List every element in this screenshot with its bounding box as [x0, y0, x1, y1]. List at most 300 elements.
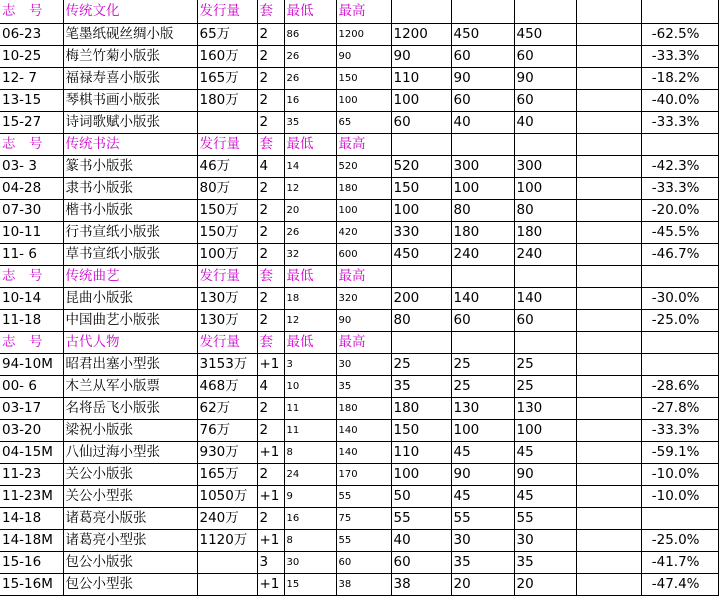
- header-blank[interactable]: [576, 134, 641, 156]
- table-cell[interactable]: 140: [336, 442, 391, 464]
- table-cell[interactable]: [576, 112, 641, 134]
- table-cell[interactable]: 50: [391, 486, 451, 508]
- table-cell[interactable]: 8: [284, 442, 336, 464]
- table-cell[interactable]: 80: [391, 310, 451, 332]
- table-cell[interactable]: 26: [284, 222, 336, 244]
- table-cell[interactable]: 140: [336, 420, 391, 442]
- table-cell[interactable]: [576, 68, 641, 90]
- table-cell[interactable]: 3153万: [197, 354, 257, 376]
- table-cell[interactable]: 130万: [197, 288, 257, 310]
- table-cell[interactable]: [576, 310, 641, 332]
- table-cell[interactable]: -40.0%: [641, 90, 718, 112]
- table-cell[interactable]: 昭君出塞小型张: [63, 354, 197, 376]
- header-blank[interactable]: [451, 332, 514, 354]
- table-cell[interactable]: [576, 552, 641, 574]
- header-blank[interactable]: [514, 134, 576, 156]
- table-cell[interactable]: 55: [336, 530, 391, 552]
- table-cell[interactable]: 60: [514, 310, 576, 332]
- table-cell[interactable]: [576, 354, 641, 376]
- table-cell[interactable]: 11: [284, 398, 336, 420]
- table-cell[interactable]: [576, 244, 641, 266]
- table-cell[interactable]: 3: [257, 552, 284, 574]
- table-cell[interactable]: 1200: [391, 24, 451, 46]
- table-cell[interactable]: 150: [391, 178, 451, 200]
- table-cell[interactable]: 90: [336, 46, 391, 68]
- table-cell[interactable]: 1050万: [197, 486, 257, 508]
- table-cell[interactable]: 150: [391, 420, 451, 442]
- table-cell[interactable]: 180万: [197, 90, 257, 112]
- header-issue[interactable]: 发行量: [197, 0, 257, 24]
- header-min[interactable]: 最低: [284, 332, 336, 354]
- table-cell[interactable]: 200: [391, 288, 451, 310]
- table-cell[interactable]: -27.8%: [641, 398, 718, 420]
- table-cell[interactable]: 60: [336, 552, 391, 574]
- table-cell[interactable]: 梁祝小版张: [63, 420, 197, 442]
- table-cell[interactable]: [641, 354, 718, 376]
- table-cell[interactable]: 130: [451, 398, 514, 420]
- table-cell[interactable]: 2: [257, 508, 284, 530]
- table-cell[interactable]: 90: [336, 310, 391, 332]
- table-cell[interactable]: [576, 24, 641, 46]
- table-cell[interactable]: 中国曲艺小版张: [63, 310, 197, 332]
- table-cell[interactable]: 30: [336, 354, 391, 376]
- table-cell[interactable]: -33.3%: [641, 178, 718, 200]
- table-cell[interactable]: -18.2%: [641, 68, 718, 90]
- header-issue[interactable]: 发行量: [197, 266, 257, 288]
- table-cell[interactable]: 25: [391, 354, 451, 376]
- table-cell[interactable]: 165万: [197, 464, 257, 486]
- table-cell[interactable]: 24: [284, 464, 336, 486]
- header-blank[interactable]: [391, 266, 451, 288]
- table-cell[interactable]: 25: [451, 376, 514, 398]
- table-cell[interactable]: 90: [451, 68, 514, 90]
- table-cell[interactable]: 25: [451, 354, 514, 376]
- header-blank[interactable]: [514, 332, 576, 354]
- table-row: [0, 310, 718, 332]
- table-cell[interactable]: 10-14: [0, 288, 63, 310]
- table-cell[interactable]: 38: [336, 574, 391, 596]
- table-cell[interactable]: 包公小版张: [63, 552, 197, 574]
- table-cell[interactable]: 100万: [197, 244, 257, 266]
- table-cell[interactable]: 2: [257, 420, 284, 442]
- table-cell[interactable]: 诗词歌赋小版张: [63, 112, 197, 134]
- header-code[interactable]: 志 号: [0, 134, 63, 156]
- table-cell[interactable]: 100: [336, 200, 391, 222]
- table-cell[interactable]: [576, 420, 641, 442]
- header-blank[interactable]: [451, 134, 514, 156]
- header-blank[interactable]: [514, 266, 576, 288]
- table-cell[interactable]: 2: [257, 112, 284, 134]
- table-cell[interactable]: -20.0%: [641, 200, 718, 222]
- table-cell[interactable]: +1: [257, 574, 284, 596]
- table-cell[interactable]: [576, 530, 641, 552]
- table-cell[interactable]: 100: [514, 420, 576, 442]
- header-blank[interactable]: [391, 0, 451, 24]
- table-cell[interactable]: [576, 376, 641, 398]
- table-cell[interactable]: 12: [284, 310, 336, 332]
- table-cell[interactable]: 15-27: [0, 112, 63, 134]
- table-cell[interactable]: -25.0%: [641, 530, 718, 552]
- table-cell[interactable]: 11: [284, 420, 336, 442]
- table-cell[interactable]: 3: [284, 354, 336, 376]
- table-cell[interactable]: 03- 3: [0, 156, 63, 178]
- table-cell[interactable]: 75: [336, 508, 391, 530]
- table-cell[interactable]: 90: [451, 464, 514, 486]
- table-cell[interactable]: 320: [336, 288, 391, 310]
- header-max[interactable]: 最高: [336, 0, 391, 24]
- table-cell[interactable]: [576, 90, 641, 112]
- table-cell[interactable]: 60: [451, 46, 514, 68]
- table-cell[interactable]: 10-25: [0, 46, 63, 68]
- table-cell[interactable]: 03-20: [0, 420, 63, 442]
- table-cell[interactable]: 45: [514, 442, 576, 464]
- table-cell[interactable]: [576, 46, 641, 68]
- table-cell[interactable]: [641, 508, 718, 530]
- header-max[interactable]: 最高: [336, 266, 391, 288]
- table-cell[interactable]: 330: [391, 222, 451, 244]
- table-cell[interactable]: 35: [284, 112, 336, 134]
- table-cell[interactable]: 420: [336, 222, 391, 244]
- table-cell[interactable]: 55: [391, 508, 451, 530]
- table-cell[interactable]: 35: [336, 376, 391, 398]
- table-cell[interactable]: -62.5%: [641, 24, 718, 46]
- header-code[interactable]: 志 号: [0, 332, 63, 354]
- table-cell[interactable]: 150万: [197, 222, 257, 244]
- table-cell[interactable]: 35: [514, 552, 576, 574]
- table-cell[interactable]: 45: [451, 486, 514, 508]
- table-cell[interactable]: 昆曲小版张: [63, 288, 197, 310]
- section-title[interactable]: 传统书法: [63, 134, 197, 156]
- table-cell[interactable]: 2: [257, 68, 284, 90]
- table-cell[interactable]: 2: [257, 244, 284, 266]
- header-min[interactable]: 最低: [284, 0, 336, 24]
- header-max[interactable]: 最高: [336, 134, 391, 156]
- table-cell[interactable]: -46.7%: [641, 244, 718, 266]
- table-cell[interactable]: 165万: [197, 68, 257, 90]
- table-cell[interactable]: 16: [284, 508, 336, 530]
- table-cell[interactable]: 45: [451, 442, 514, 464]
- table-cell[interactable]: 468万: [197, 376, 257, 398]
- header-blank[interactable]: [451, 0, 514, 24]
- table-cell[interactable]: 100: [336, 90, 391, 112]
- table-cell[interactable]: 笔墨纸砚丝绸小版: [63, 24, 197, 46]
- header-blank[interactable]: [514, 0, 576, 24]
- table-cell[interactable]: [197, 574, 257, 596]
- table-cell[interactable]: 12: [284, 178, 336, 200]
- table-cell[interactable]: 100: [391, 464, 451, 486]
- table-cell[interactable]: -28.6%: [641, 376, 718, 398]
- table-cell[interactable]: [576, 464, 641, 486]
- table-cell[interactable]: 100: [391, 200, 451, 222]
- table-cell[interactable]: 名将岳飞小版张: [63, 398, 197, 420]
- table-cell[interactable]: +1: [257, 530, 284, 552]
- table-cell[interactable]: 150: [336, 68, 391, 90]
- table-cell[interactable]: 62万: [197, 398, 257, 420]
- table-cell[interactable]: 2: [257, 398, 284, 420]
- table-cell[interactable]: 15-16M: [0, 574, 63, 596]
- header-blank[interactable]: [576, 332, 641, 354]
- table-cell[interactable]: 15-16: [0, 552, 63, 574]
- table-cell[interactable]: +1: [257, 486, 284, 508]
- table-cell[interactable]: 90: [391, 46, 451, 68]
- table-cell[interactable]: 450: [391, 244, 451, 266]
- table-cell[interactable]: 80万: [197, 178, 257, 200]
- header-issue[interactable]: 发行量: [197, 332, 257, 354]
- table-cell[interactable]: 300: [451, 156, 514, 178]
- table-cell[interactable]: 楷书小版张: [63, 200, 197, 222]
- table-cell[interactable]: 60: [514, 90, 576, 112]
- section-title[interactable]: 古代人物: [63, 332, 197, 354]
- header-max[interactable]: 最高: [336, 332, 391, 354]
- table-cell[interactable]: 03-17: [0, 398, 63, 420]
- table-cell[interactable]: 诸葛亮小型张: [63, 530, 197, 552]
- table-cell[interactable]: 2: [257, 310, 284, 332]
- table-cell[interactable]: 11-23M: [0, 486, 63, 508]
- table-cell[interactable]: -25.0%: [641, 310, 718, 332]
- table-cell[interactable]: 14: [284, 156, 336, 178]
- table-cell[interactable]: 45: [514, 486, 576, 508]
- table-cell[interactable]: 150万: [197, 200, 257, 222]
- table-cell[interactable]: [576, 200, 641, 222]
- header-blank[interactable]: [451, 266, 514, 288]
- table-cell[interactable]: 160万: [197, 46, 257, 68]
- table-cell[interactable]: 木兰从军小版票: [63, 376, 197, 398]
- table-cell[interactable]: 10-11: [0, 222, 63, 244]
- table-cell[interactable]: 11-23: [0, 464, 63, 486]
- table-cell[interactable]: 180: [391, 398, 451, 420]
- table-cell[interactable]: 2: [257, 90, 284, 112]
- table-cell[interactable]: -10.0%: [641, 464, 718, 486]
- table-cell[interactable]: 35: [451, 552, 514, 574]
- table-cell[interactable]: 2: [257, 178, 284, 200]
- table-cell[interactable]: 20: [284, 200, 336, 222]
- table-cell[interactable]: 琴棋书画小版张: [63, 90, 197, 112]
- table-cell[interactable]: -47.4%: [641, 574, 718, 596]
- section-title[interactable]: 传统文化: [63, 0, 197, 24]
- header-set[interactable]: 套: [257, 332, 284, 354]
- table-cell[interactable]: 90: [514, 464, 576, 486]
- table-cell[interactable]: -45.5%: [641, 222, 718, 244]
- table-cell[interactable]: 46万: [197, 156, 257, 178]
- table-cell[interactable]: -33.3%: [641, 112, 718, 134]
- table-cell[interactable]: -33.3%: [641, 420, 718, 442]
- table-cell[interactable]: 4: [257, 156, 284, 178]
- table-cell[interactable]: 40: [451, 112, 514, 134]
- table-cell[interactable]: -59.1%: [641, 442, 718, 464]
- table-cell[interactable]: 76万: [197, 420, 257, 442]
- table-cell[interactable]: 60: [451, 90, 514, 112]
- table-cell[interactable]: [576, 442, 641, 464]
- table-cell[interactable]: 240: [451, 244, 514, 266]
- table-cell[interactable]: 关公小型张: [63, 486, 197, 508]
- table-cell[interactable]: 180: [336, 398, 391, 420]
- table-cell[interactable]: 12- 7: [0, 68, 63, 90]
- table-cell[interactable]: 450: [451, 24, 514, 46]
- table-cell[interactable]: [576, 178, 641, 200]
- table-cell[interactable]: 40: [514, 112, 576, 134]
- table-cell[interactable]: 100: [391, 90, 451, 112]
- section-header-row: [0, 0, 718, 24]
- table-cell[interactable]: 100: [451, 420, 514, 442]
- table-cell[interactable]: 55: [451, 508, 514, 530]
- table-cell[interactable]: +1: [257, 354, 284, 376]
- table-cell[interactable]: 2: [257, 288, 284, 310]
- header-set[interactable]: 套: [257, 266, 284, 288]
- table-cell[interactable]: 170: [336, 464, 391, 486]
- table-cell[interactable]: 94-10M: [0, 354, 63, 376]
- table-cell[interactable]: 07-30: [0, 200, 63, 222]
- section-title[interactable]: 传统曲艺: [63, 266, 197, 288]
- table-cell[interactable]: -10.0%: [641, 486, 718, 508]
- table-cell[interactable]: 240: [514, 244, 576, 266]
- header-min[interactable]: 最低: [284, 266, 336, 288]
- table-cell[interactable]: -42.3%: [641, 156, 718, 178]
- table-cell[interactable]: 13-15: [0, 90, 63, 112]
- table-cell[interactable]: 140: [451, 288, 514, 310]
- table-cell[interactable]: 30: [451, 530, 514, 552]
- table-cell[interactable]: 00- 6: [0, 376, 63, 398]
- table-cell[interactable]: 行书宣纸小版张: [63, 222, 197, 244]
- table-cell[interactable]: 06-23: [0, 24, 63, 46]
- header-set[interactable]: 套: [257, 0, 284, 24]
- table-cell[interactable]: 65万: [197, 24, 257, 46]
- table-cell[interactable]: 包公小型张: [63, 574, 197, 596]
- table-cell[interactable]: -33.3%: [641, 46, 718, 68]
- table-cell[interactable]: 9: [284, 486, 336, 508]
- table-cell[interactable]: 110: [391, 442, 451, 464]
- table-cell[interactable]: 8: [284, 530, 336, 552]
- table-cell[interactable]: -30.0%: [641, 288, 718, 310]
- table-cell[interactable]: 16: [284, 90, 336, 112]
- table-cell[interactable]: 80: [514, 200, 576, 222]
- table-cell[interactable]: 14-18M: [0, 530, 63, 552]
- table-cell[interactable]: 隶书小版张: [63, 178, 197, 200]
- table-cell[interactable]: 35: [391, 376, 451, 398]
- table-cell[interactable]: 180: [451, 222, 514, 244]
- table-cell[interactable]: [197, 112, 257, 134]
- header-issue[interactable]: 发行量: [197, 134, 257, 156]
- table-cell[interactable]: 2: [257, 24, 284, 46]
- table-cell[interactable]: 60: [391, 552, 451, 574]
- table-cell[interactable]: 240万: [197, 508, 257, 530]
- table-cell[interactable]: 20: [451, 574, 514, 596]
- table-cell[interactable]: 130: [514, 398, 576, 420]
- table-cell[interactable]: 32: [284, 244, 336, 266]
- table-cell[interactable]: 38: [391, 574, 451, 596]
- table-cell[interactable]: 18: [284, 288, 336, 310]
- table-cell[interactable]: 八仙过海小型张: [63, 442, 197, 464]
- table-cell[interactable]: 25: [514, 354, 576, 376]
- table-cell[interactable]: 04-15M: [0, 442, 63, 464]
- table-cell[interactable]: 55: [336, 486, 391, 508]
- table-cell[interactable]: [576, 222, 641, 244]
- table-cell[interactable]: 520: [391, 156, 451, 178]
- table-cell[interactable]: -41.7%: [641, 552, 718, 574]
- header-code[interactable]: 志 号: [0, 0, 63, 24]
- header-set[interactable]: 套: [257, 134, 284, 156]
- table-cell[interactable]: 草书宣纸小版张: [63, 244, 197, 266]
- table-cell[interactable]: 520: [336, 156, 391, 178]
- table-cell[interactable]: 11- 6: [0, 244, 63, 266]
- table-cell[interactable]: [576, 156, 641, 178]
- table-cell[interactable]: 140: [514, 288, 576, 310]
- table-cell[interactable]: 福禄寿喜小版张: [63, 68, 197, 90]
- table-cell[interactable]: 600: [336, 244, 391, 266]
- table-cell[interactable]: 55: [514, 508, 576, 530]
- header-code[interactable]: 志 号: [0, 266, 63, 288]
- table-cell[interactable]: 1200: [336, 24, 391, 46]
- table-cell[interactable]: 40: [391, 530, 451, 552]
- table-cell[interactable]: 60: [514, 46, 576, 68]
- table-cell[interactable]: 11-18: [0, 310, 63, 332]
- table-cell[interactable]: [576, 288, 641, 310]
- header-blank[interactable]: [641, 0, 718, 24]
- table-cell[interactable]: 20: [514, 574, 576, 596]
- table-cell[interactable]: 2: [257, 464, 284, 486]
- table-cell[interactable]: 930万: [197, 442, 257, 464]
- table-cell[interactable]: 关公小版张: [63, 464, 197, 486]
- header-blank[interactable]: [641, 134, 718, 156]
- header-blank[interactable]: [641, 266, 718, 288]
- table-cell[interactable]: 60: [391, 112, 451, 134]
- table-cell[interactable]: 60: [451, 310, 514, 332]
- table-cell[interactable]: 100: [514, 178, 576, 200]
- table-cell[interactable]: 26: [284, 46, 336, 68]
- table-cell[interactable]: 90: [514, 68, 576, 90]
- header-blank[interactable]: [576, 266, 641, 288]
- table-cell[interactable]: 2: [257, 46, 284, 68]
- table-cell[interactable]: 15: [284, 574, 336, 596]
- table-cell[interactable]: 100: [451, 178, 514, 200]
- table-cell[interactable]: 180: [514, 222, 576, 244]
- header-blank[interactable]: [391, 332, 451, 354]
- table-cell[interactable]: 诸葛亮小版张: [63, 508, 197, 530]
- table-cell[interactable]: 2: [257, 200, 284, 222]
- table-cell[interactable]: 4: [257, 376, 284, 398]
- table-cell[interactable]: 2: [257, 222, 284, 244]
- table-cell[interactable]: [576, 486, 641, 508]
- table-cell[interactable]: 梅兰竹菊小版张: [63, 46, 197, 68]
- table-cell[interactable]: 80: [451, 200, 514, 222]
- table-cell[interactable]: [576, 508, 641, 530]
- table-cell[interactable]: 110: [391, 68, 451, 90]
- header-min[interactable]: 最低: [284, 134, 336, 156]
- table-cell[interactable]: 篆书小版张: [63, 156, 197, 178]
- table-cell[interactable]: 30: [514, 530, 576, 552]
- table-cell[interactable]: 130万: [197, 310, 257, 332]
- section-header-row: [0, 332, 718, 354]
- table-cell[interactable]: 10: [284, 376, 336, 398]
- table-cell[interactable]: 300: [514, 156, 576, 178]
- table-cell[interactable]: +1: [257, 442, 284, 464]
- table-cell[interactable]: 04-28: [0, 178, 63, 200]
- header-blank[interactable]: [391, 134, 451, 156]
- header-blank[interactable]: [641, 332, 718, 354]
- table-cell[interactable]: [197, 552, 257, 574]
- table-cell[interactable]: 450: [514, 24, 576, 46]
- table-cell[interactable]: 65: [336, 112, 391, 134]
- table-cell[interactable]: 1120万: [197, 530, 257, 552]
- table-cell[interactable]: 25: [514, 376, 576, 398]
- table-cell[interactable]: [576, 398, 641, 420]
- table-cell[interactable]: 180: [336, 178, 391, 200]
- table-cell[interactable]: [576, 574, 641, 596]
- table-cell[interactable]: 30: [284, 552, 336, 574]
- table-cell[interactable]: 26: [284, 68, 336, 90]
- table-cell[interactable]: 14-18: [0, 508, 63, 530]
- header-blank[interactable]: [576, 0, 641, 24]
- table-cell[interactable]: 86: [284, 24, 336, 46]
